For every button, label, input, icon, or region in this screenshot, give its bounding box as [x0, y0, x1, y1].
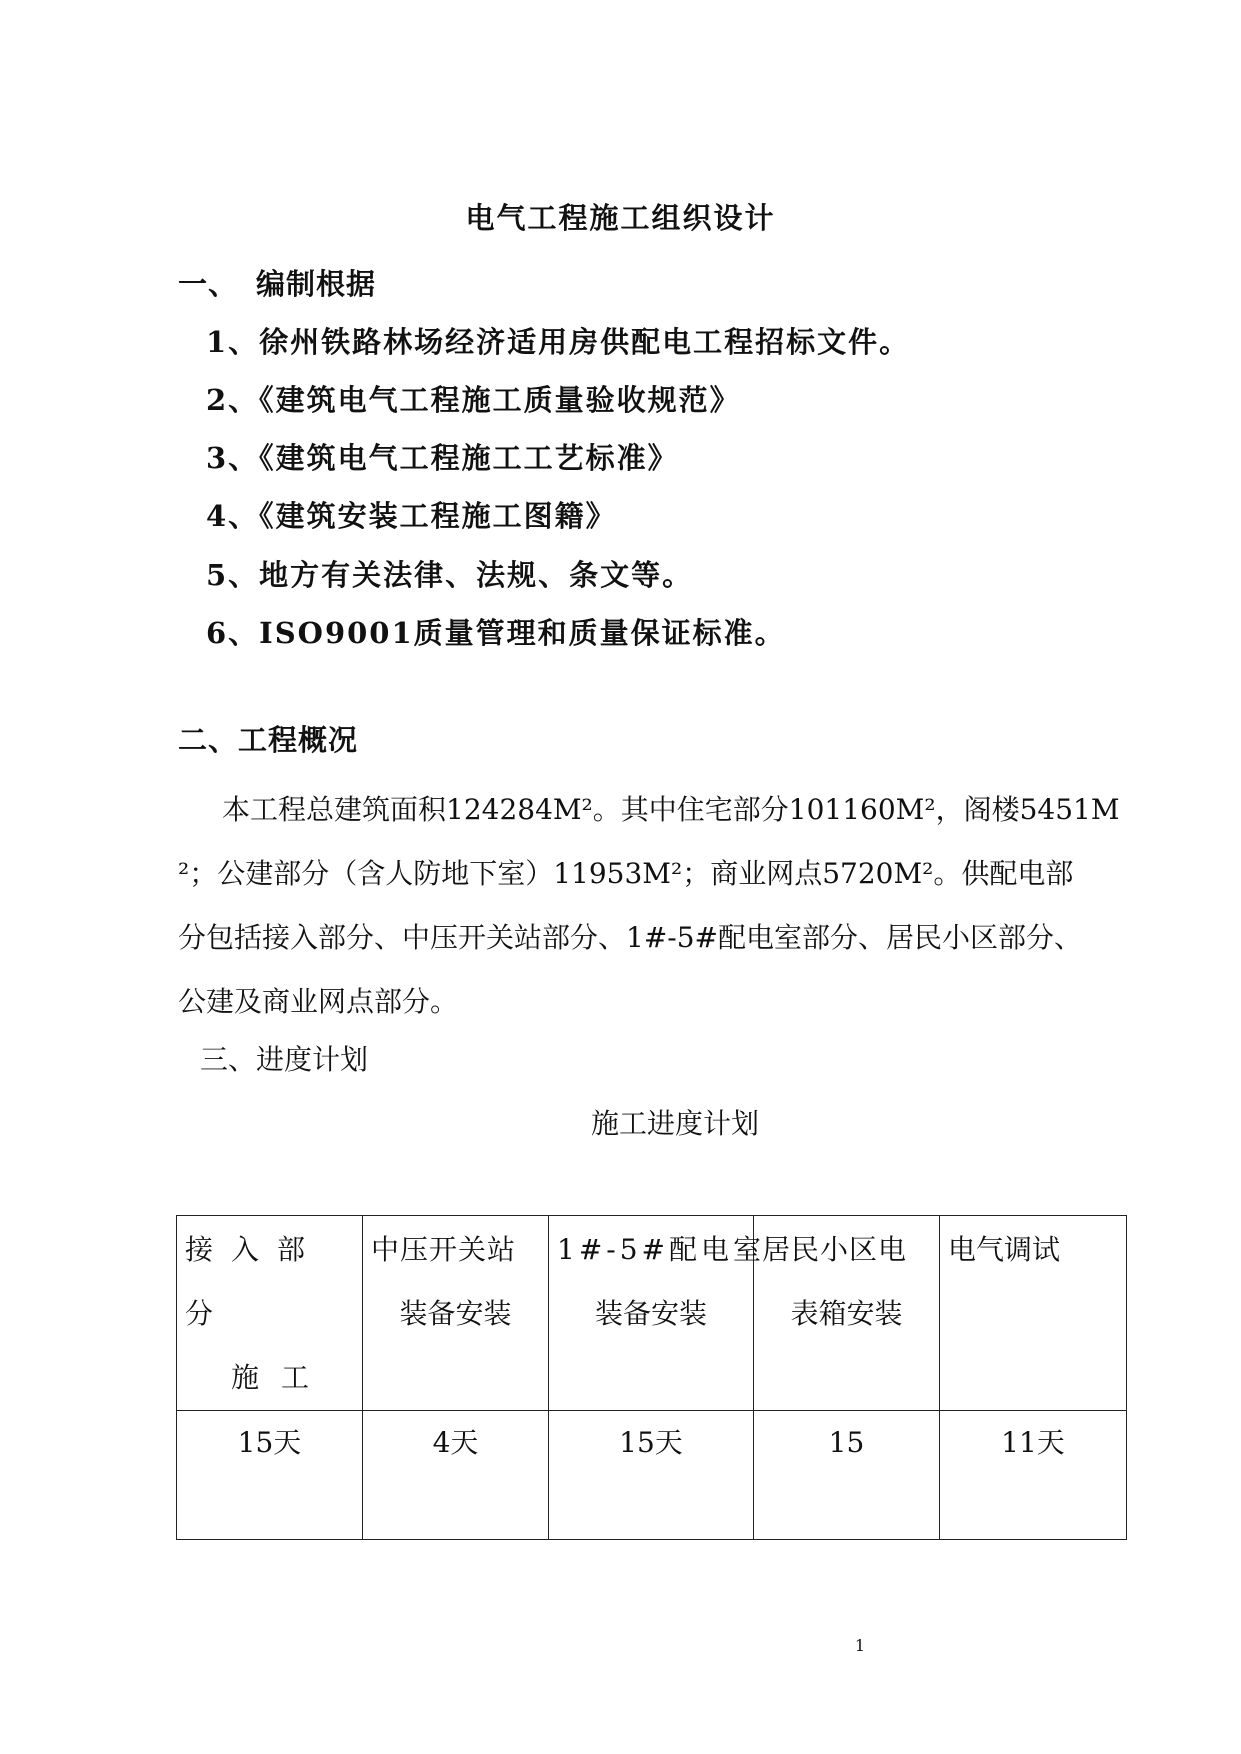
- section-1-title: 编制根据: [256, 267, 377, 301]
- header-line-1: 居民小区电: [762, 1233, 908, 1266]
- schedule-value-row: [177, 1411, 1127, 1540]
- schedule-table: [176, 1215, 1127, 1540]
- overview-line-3: 分包括接入部分、中压开关站部分、1#-5#配电室部分、居民小区部分、: [178, 921, 1083, 954]
- overview-line-1: 本工程总建筑面积124284M²。其中住宅部分101160M²，阁楼5451M: [222, 793, 1120, 826]
- basis-item-4: 4、《建筑安装工程施工图籍》: [206, 499, 617, 533]
- basis-item-3: 3、《建筑电气工程施工工艺标准》: [206, 441, 679, 475]
- schedule-table-title: 施工进度计划: [590, 1107, 759, 1140]
- header-line-2: 施工: [231, 1361, 332, 1394]
- page-number: 1: [854, 1636, 866, 1655]
- schedule-header-cell: [940, 1216, 1127, 1411]
- schedule-header-cell: [177, 1216, 363, 1411]
- schedule-value-cell: 15天: [177, 1411, 363, 1540]
- section-3-heading: 三、进度计划: [200, 1043, 369, 1076]
- basis-item-6: 6、ISO9001质量管理和质量保证标准。: [206, 616, 786, 650]
- header-line-1: 中压开关站: [371, 1233, 517, 1266]
- header-line-2: 装备安装: [594, 1297, 707, 1330]
- header-line-2: 装备安装: [399, 1297, 512, 1330]
- basis-item-5: 5、地方有关法律、法规、条文等。: [206, 558, 694, 592]
- basis-item-1: 1、徐州铁路林场经济适用房供配电工程招标文件。: [206, 325, 911, 359]
- schedule-header-cell: [549, 1216, 766, 1411]
- schedule-header-row: [177, 1216, 1127, 1411]
- overview-line-2: ²；公建部分（含人防地下室）11953M²；商业网点5720M²。供配电部: [178, 857, 1074, 890]
- basis-item-2: 2、《建筑电气工程施工质量验收规范》: [206, 383, 741, 417]
- header-line-1: 电气调试: [948, 1233, 1061, 1266]
- schedule-value-cell: 15: [754, 1411, 940, 1540]
- schedule-value-cell: 11天: [940, 1411, 1127, 1540]
- overview-line-4: 公建及商业网点部分。: [178, 985, 459, 1018]
- section-1-heading: [178, 262, 376, 303]
- schedule-header-cell: [754, 1216, 940, 1411]
- schedule-header-cell: [363, 1216, 549, 1411]
- header-line-1: 1#-5#配电室: [557, 1233, 766, 1266]
- section-1-number: 一、: [178, 267, 239, 301]
- header-line-1: 接入部分: [185, 1233, 324, 1330]
- document-title: 电气工程施工组织设计: [465, 201, 776, 235]
- section-2-heading: 二、工程概况: [178, 723, 359, 757]
- header-line-2: 表箱安装: [790, 1297, 903, 1330]
- schedule-value-cell: 15天: [549, 1411, 754, 1540]
- schedule-value-cell: 4天: [363, 1411, 549, 1540]
- overview-paragraph: [178, 778, 1118, 1034]
